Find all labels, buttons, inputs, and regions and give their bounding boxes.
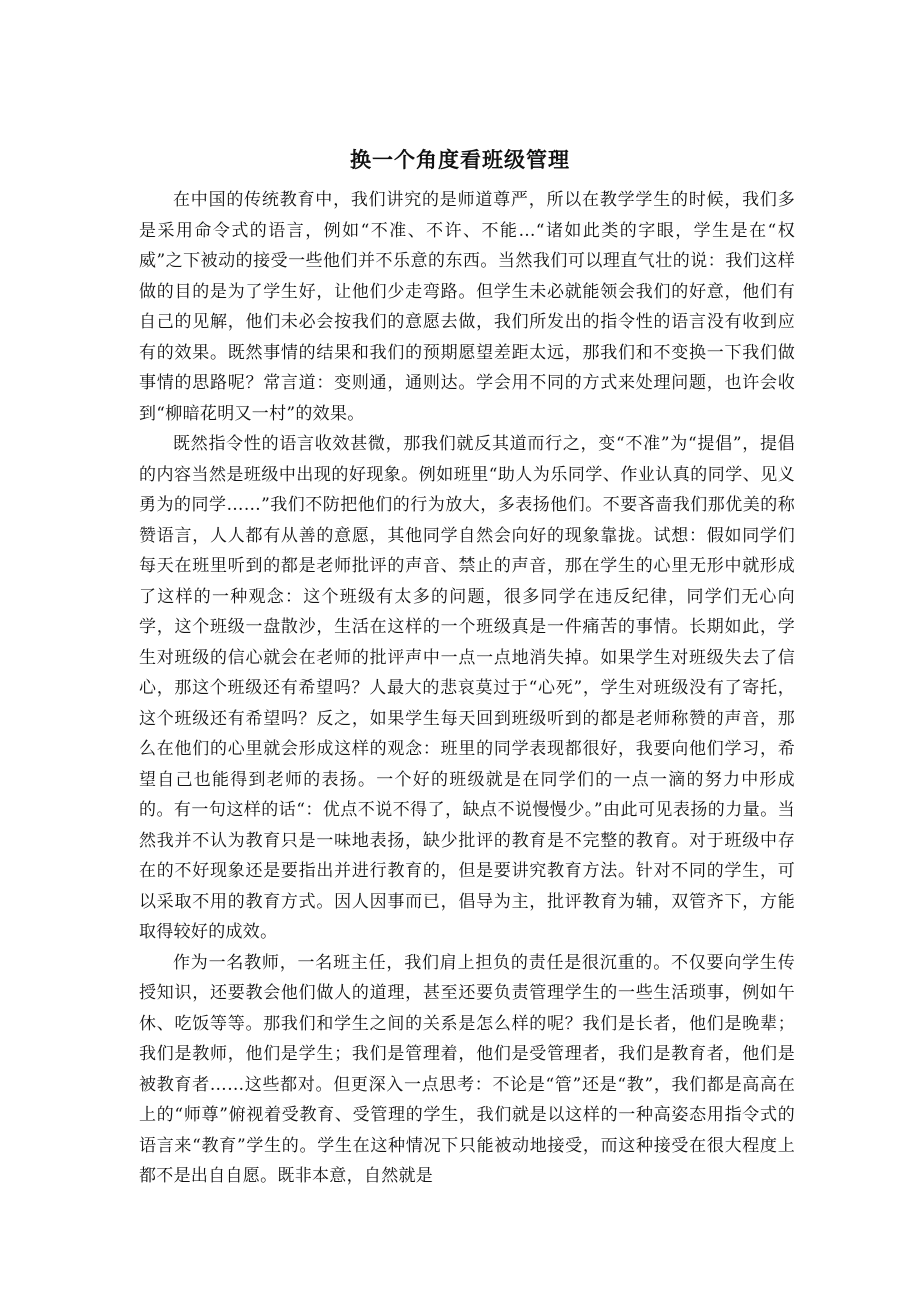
paragraph-3: 作为一名教师，一名班主任，我们肩上担负的责任是很沉重的。不仅要向学生传授知识，还要教会他们做人的道理，甚至还要负责管理学生的一些生活琐事，例如午休、吃饭等等。那我们和学生之间的关系是怎么样的呢？我们是长者，他们是晚辈；我们是教师，他们是学生；我们是管理着，他们是受管理者，我们是教育者，他们是被教育者……这些都对。但更深入一点思考：不论是“管”还是“教”，我们都是高高在上的“师尊”俯视着受教育、受管理的学生，我们就是以这样的一种高姿态用指令式的语言来“教育”学生的。学生在这种情况下只能被动地接受，而这种接受在很大程度上都不是出自自愿。既非本意，自然就是	[139, 952, 795, 1186]
document-body	[139, 185, 795, 1192]
paragraph-1: 在中国的传统教育中，我们讲究的是师道尊严，所以在教学学生的时候，我们多是采用命令式的语言，例如“不准、不许、不能…“诸如此类的字眼，学生是在“权威”之下被动的接受一些他们并不乐意的东西。当然我们可以理直气壮的说：我们这样做的目的是为了学生好，让他们少走弯路。但学生未必就能领会我们的好意，他们有自己的见解，他们未必会按我们的意愿去做，我们所发出的指令性的语言没有收到应有的效果。既然事情的结果和我们的预期愿望差距太远，那我们和不变换一下我们做事情的思路呢？常言道：变则通，通则达。学会用不同的方式来处理问题，也许会收到“柳暗花明又一村”的效果。	[139, 190, 795, 424]
document-title: 换一个角度看班级管理	[350, 148, 570, 172]
paragraph-2: 既然指令性的语言收效甚微，那我们就反其道而行之，变“不准”为“提倡”，提倡的内容当然是班级中出现的好现象。例如班里“助人为乐同学、作业认真的同学、见义勇为的同学……”我们不防把他们的行为放大，多表扬他们。不要吝啬我们那优美的称赞语言，人人都有从善的意愿，其他同学自然会向好的现象靠拢。试想：假如同学们每天在班里听到的都是老师批评的声音、禁止的声音，那在学生的心里无形中就形成了这样的一种观念：这个班级有太多的问题，很多同学在违反纪律，同学们无心向学，这个班级一盘散沙，生活在这样的一个班级真是一件痛苦的事情。长期如此，学生对班级的信心就会在老师的批评声中一点一点地消失掉。如果学生对班级失去了信心，那这个班级还有希望吗？人最大的悲哀莫过于“心死”，学生对班级没有了寄托，这个班级还有希望吗？反之，如果学生每天回到班级听到的都是老师称赞的声音，那么在他们的心里就会形成这样的观念：班里的同学表现都很好，我要向他们学习，希望自己也能得到老师的表扬。一个好的班级就是在同学们的一点一滴的努力中形成的。有一句这样的话“：优点不说不得了，缺点不说慢慢少。”由此可见表扬的力量。当然我并不认为教育只是一味地表扬，缺少批评的教育是不完整的教育。对于班级中存在的不好现象还是要指出并进行教育的，但是要讲究教育方法。针对不同的学生，可以采取不用的教育方式。因人因事而已，倡导为主，批评教育为辅，双管齐下，方能取得较好的成效。	[139, 434, 795, 942]
